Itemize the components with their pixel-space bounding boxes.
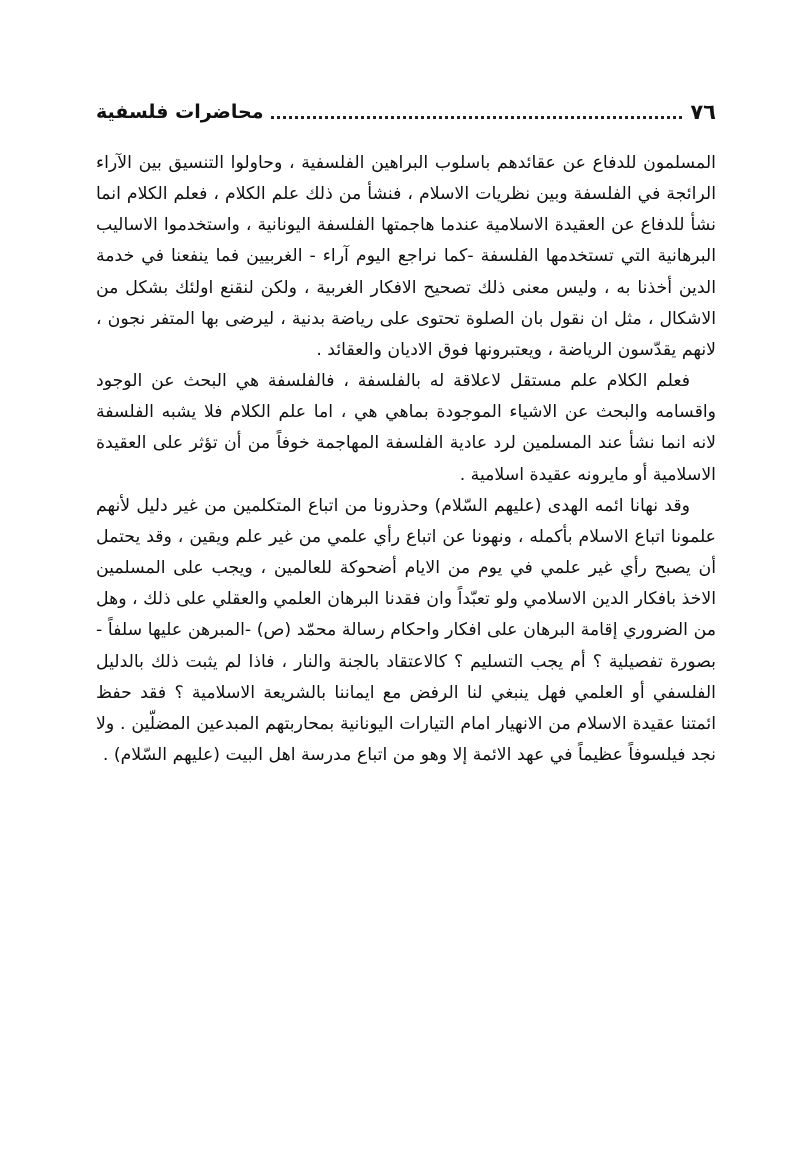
paragraph-imams-guidance: وقد نهانا ائمه الهدى (عليهم السّلام) وحذرونا من اتباع المتكلمين من غير دليل لأنهم علمونا اتباع الاسلام بأكمله ، ونهونا عن اتباع رأي علمي من غير علم ويقين ، وقد يحتمل أن يصبح رأي غير علمي في يوم من الايام أضحوكة للعالمين ، ويجب على المسلمين الاخذ بافكار الدين الاسلامي ولو تعبّداً وان فقدنا البرهان العلمي والعقلي على ذلك ، وهل من الضروري إقامة البرهان على افكار واحكام رسالة محمّد (ص) -المبرهن عليها سلفاً - بصورة تفصيلية ؟ أم يجب التسليم ؟ كالاعتقاد بالجنة والنار ، فاذا لم يثبت ذلك بالدليل الفلسفي أو العلمي فهل ينبغي لنا الرفض مع ايماننا بالشريعة الاسلامية ؟ فقد حفظ ائمتنا عقيدة الاسلام من الانهيار امام التيارات اليونانية بمحاربتهم المبدعين المضلّين . ولا نجد فيلسوفاً عظيماً في عهد الائمة إلا وهو من اتباع مدرسة اهل البيت (عليهم السّلام) . [96, 495, 716, 765]
page-number: ٧٦ [690, 100, 716, 124]
paragraph-continuation: المسلمون للدفاع عن عقائدهم باسلوب البراهين الفلسفية ، وحاولوا التنسيق بين الآراء الرائجة في الفلسفة وبين نظريات الاسلام ، فنشأ من ذلك علم الكلام ، فعلم الكلام انما نشأ للدفاع عن العقيدة الاسلامية عندما هاجمتها الفلسفة اليونانية ، واستخدموا الاساليب البرهانية التي تستخدمها الفلسفة -كما نراجع اليوم آراء - الغربيين فما ينفعنا في خدمة الدين أخذنا به ، وليس معنى ذلك تصحيح الافكار الغربية ، ولكن لنقنع اولئك بشكل من الاشكال ، مثل ان نقول بان الصلوة تحتوى على رياضة بدنية ، ليرضى بها المتفر نجون ، لانهم يقدّسون الرياضة ، ويعتبرونها فوق الاديان والعقائد . [96, 153, 716, 360]
page-header [96, 91, 716, 125]
header-dotted-leader [271, 115, 682, 119]
running-title: محاضرات فلسفية [96, 101, 264, 123]
body-text [96, 148, 716, 771]
paragraph-kalam-definition: فعلم الكلام علم مستقل لاعلاقة له بالفلسفة ، فالفلسفة هي البحث عن الوجود واقسامه والبحث عن الاشياء الموجودة بماهي هي ، اما علم الكلام فلا يشبه الفلسفة لانه انما نشأ عند المسلمين لرد عادية الفلسفة المهاجمة خوفاً من أن تؤثر على العقيدة الاسلامية أو مايرونه عقيدة اسلامية . [96, 371, 716, 485]
